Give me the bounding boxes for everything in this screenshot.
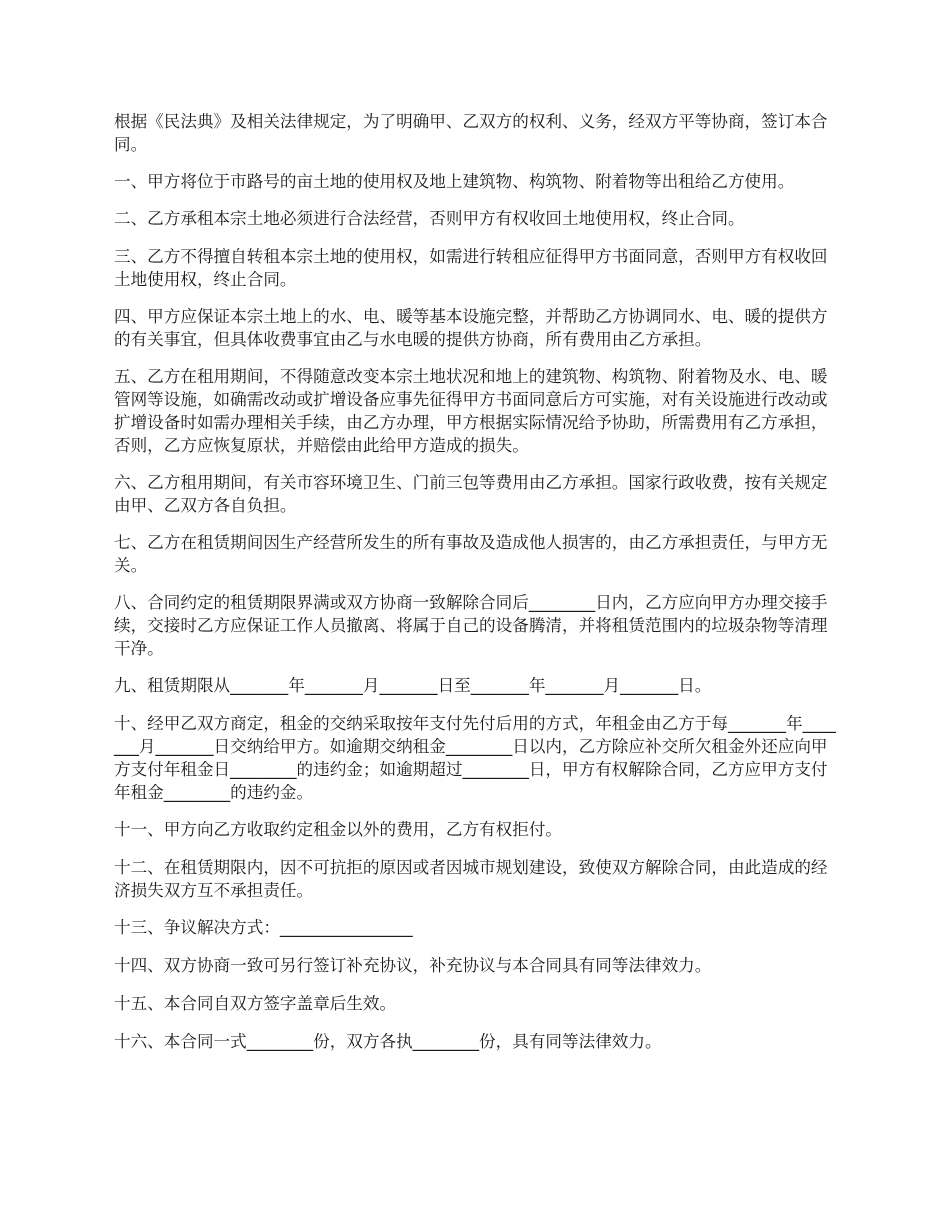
clause-14: 十四、双方协商一致可另行签订补充协议，补充协议与本合同具有同等法律效力。 — [114, 956, 712, 975]
contract-body — [114, 110, 842, 1068]
clause-5: 五、乙方在租用期间，不得随意改变本宗土地状况和地上的建筑物、构筑物、附着物及水、电、暖管网等设施，如确需改动或扩增设备应事先征得甲方书面同意后方可实施，对有关设施进行改动或扩增设备时如需办理相关手续，由乙方办理，甲方根据实际情况给予协助，所需费用有乙方承担，否则，乙方应恢复原状，并赔偿由此给甲方造成的损失。 — [114, 367, 828, 455]
clause-12: 十二、在租赁期限内，因不可抗拒的原因或者因城市规划建设，致使双方解除合同，由此造成的经济损失双方互不承担责任。 — [114, 858, 828, 900]
clause-7: 七、乙方在租赁期间因生产经营所发生的所有事故及造成他人损害的，由乙方承担责任，与甲方无关。 — [114, 533, 828, 575]
clause-13: 十三、争议解决方式：________________ — [114, 918, 413, 937]
clause-9: 九、租赁期限从_______年_______月_______日至_______年_______月_______日。 — [114, 676, 712, 695]
clause-8: 八、合同约定的租赁期限界满或双方协商一致解除合同后________日内，乙方应向甲方办理交接手续，交接时乙方应保证工作人员撤离、将属于自己的设备腾清，并将租赁范围内的垃圾杂物等清理干净。 — [114, 593, 828, 658]
clause-1: 一、甲方将位于市路号的亩土地的使用权及地上建筑物、构筑物、附着物等出租给乙方使用。 — [114, 172, 795, 191]
clause-6: 六、乙方租用期间，有关市容环境卫生、门前三包等费用由乙方承担。国家行政收费，按有关规定由甲、乙双方各自负担。 — [114, 473, 828, 515]
clause-10: 十、经甲乙双方商定，租金的交纳采取按年支付先付后用的方式，年租金由乙方于每_______年_______月_______日交纳给甲方。如逾期交纳租金________日以内，乙方除应补交所欠租金外还应向甲方支付年租金日________的违约金；如逾期超过________日，甲方有权解除合同，乙方应甲方支付年租金________的违约金。 — [114, 714, 836, 802]
clause-15: 十五、本合同自双方签字盖章后生效。 — [114, 994, 397, 1013]
preamble-paragraph: 根据《民法典》及相关法律规定，为了明确甲、乙双方的权利、义务，经双方平等协商，签订本合同。 — [114, 112, 828, 154]
clause-2: 二、乙方承租本宗土地必须进行合法经营，否则甲方有权收回土地使用权，终止合同。 — [114, 209, 745, 228]
clause-11: 十一、甲方向乙方收取约定租金以外的费用，乙方有权拒付。 — [114, 820, 563, 839]
clause-3: 三、乙方不得擅自转租本宗土地的使用权，如需进行转租应征得甲方书面同意，否则甲方有权收回土地使用权，终止合同。 — [114, 247, 828, 289]
clause-4: 四、甲方应保证本宗土地上的水、电、暖等基本设施完整，并帮助乙方协调同水、电、暖的提供方的有关事宜，但具体收费事宜由乙与水电暖的提供方协商，所有费用由乙方承担。 — [114, 307, 828, 349]
clause-16: 十六、本合同一式________份，双方各执________份，具有同等法律效力。 — [114, 1032, 662, 1051]
